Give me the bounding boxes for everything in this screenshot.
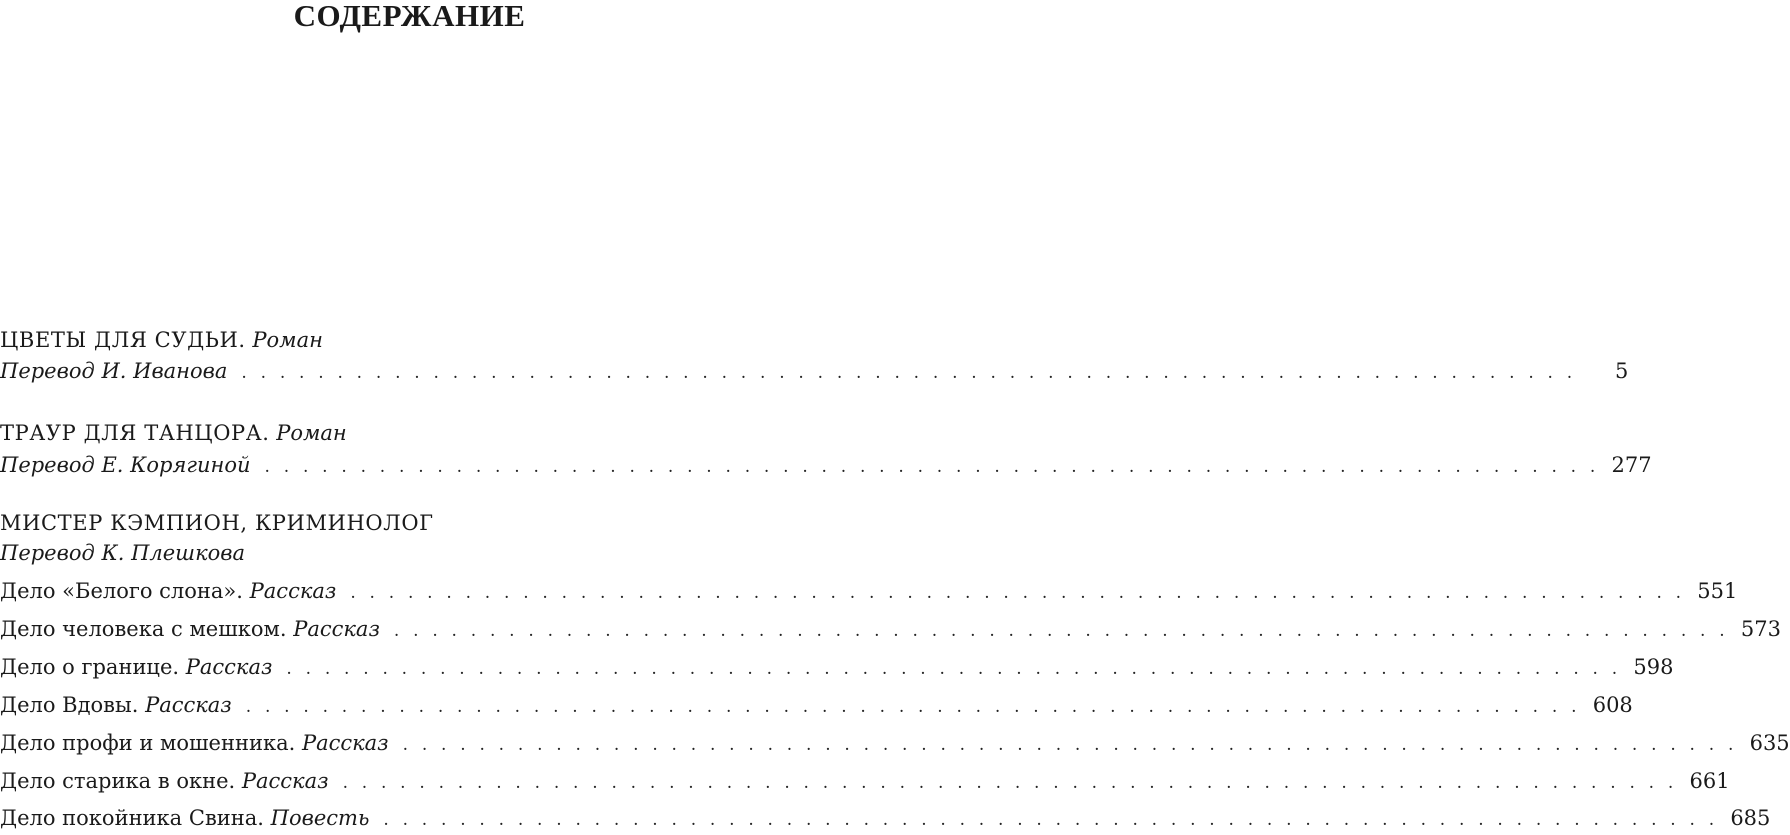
page-number: 598 <box>1633 655 1674 679</box>
dot-leader: . . . . . . . . . . . . . . . . . . . . . . . . . . . . . . . . . . . . . . . . . . . . . . . . . . . . . . . . . . . . . . . . . . . . . . <box>245 697 1581 717</box>
toc-entry[interactable] <box>0 803 1771 833</box>
toc-translator-line <box>0 538 819 568</box>
dot-leader: . . . . . . . . . . . . . . . . . . . . . . . . . . . . . . . . . . . . . . . . . . . . . . . . . . . . . . . . . . . . . . . . . . . . . . <box>286 659 1622 679</box>
page-title: СОДЕРЖАНИЕ <box>293 0 526 33</box>
dot-leader: . . . . . . . . . . . . . . . . . . . . . . . . . . . . . . . . . . . . . . . . . . . . . . . . . . . . . . . . . . . . . . . . . . . . . . <box>241 363 1577 383</box>
toc-section-title <box>0 325 819 355</box>
dot-leader: . . . . . . . . . . . . . . . . . . . . . . . . . . . . . . . . . . . . . . . . . . . . . . . . . . . . . . . . . . . . . . . . . . . . . . <box>264 457 1600 477</box>
toc-entry[interactable] <box>0 728 1790 758</box>
dot-leader: . . . . . . . . . . . . . . . . . . . . . . . . . . . . . . . . . . . . . . . . . . . . . . . . . . . . . . . . . . . . . . . . . . . . . . <box>393 621 1729 641</box>
toc-entry[interactable] <box>0 766 1730 796</box>
section-genre: Роман <box>276 421 347 445</box>
toc-entry[interactable] <box>0 614 1781 644</box>
toc-entry[interactable] <box>0 356 1629 386</box>
page-number: 635 <box>1749 731 1790 755</box>
section-title: ТРАУР ДЛЯ ТАНЦОРА. <box>0 421 270 445</box>
translator-credit: Перевод К. Плешкова <box>0 541 245 565</box>
entry-title: Дело человека с мешком. <box>0 617 287 641</box>
dot-leader: . . . . . . . . . . . . . . . . . . . . . . . . . . . . . . . . . . . . . . . . . . . . . . . . . . . . . . . . . . . . . . . . . . . . . . <box>402 735 1738 755</box>
page-number: 661 <box>1689 769 1730 793</box>
dot-leader: . . . . . . . . . . . . . . . . . . . . . . . . . . . . . . . . . . . . . . . . . . . . . . . . . . . . . . . . . . . . . . . . . . . . . . <box>342 773 1678 793</box>
entry-title: Дело Вдовы. <box>0 693 139 717</box>
entry-title: Дело «Белого слона». <box>0 579 243 603</box>
toc-section-title <box>0 508 819 538</box>
entry-title: Дело о границе. <box>0 655 180 679</box>
page-number: 685 <box>1730 806 1771 830</box>
translator-credit: Перевод И. Иванова <box>0 359 228 383</box>
toc-section-title <box>0 418 819 448</box>
toc-entry[interactable] <box>0 690 1633 720</box>
page-number: 608 <box>1592 693 1633 717</box>
toc-entry[interactable] <box>0 576 1738 606</box>
entry-genre: Рассказ <box>185 655 273 679</box>
section-genre: Роман <box>252 328 323 352</box>
section-title: ЦВЕТЫ ДЛЯ СУДЬИ. <box>0 328 246 352</box>
entry-genre: Рассказ <box>249 579 337 603</box>
toc-entry[interactable] <box>0 450 1652 480</box>
dot-leader: . . . . . . . . . . . . . . . . . . . . . . . . . . . . . . . . . . . . . . . . . . . . . . . . . . . . . . . . . . . . . . . . . . . . . . <box>383 810 1719 830</box>
toc-entry[interactable] <box>0 652 1674 682</box>
page-number: 5 <box>1614 359 1629 383</box>
entry-title: Дело профи и мошенника. <box>0 731 296 755</box>
entry-genre: Рассказ <box>145 693 232 717</box>
entry-title: Дело старика в окне. <box>0 769 236 793</box>
page-number: 277 <box>1611 453 1652 477</box>
entry-genre: Рассказ <box>241 769 329 793</box>
page-number: 551 <box>1697 579 1738 603</box>
entry-genre: Повесть <box>270 806 370 830</box>
entry-genre: Рассказ <box>301 731 389 755</box>
translator-credit: Перевод Е. Корягиной <box>0 453 251 477</box>
section-title: МИСТЕР КЭМПИОН, КРИМИНОЛОГ <box>0 511 434 535</box>
entry-genre: Рассказ <box>293 617 380 641</box>
page-number: 573 <box>1740 617 1781 641</box>
dot-leader: . . . . . . . . . . . . . . . . . . . . . . . . . . . . . . . . . . . . . . . . . . . . . . . . . . . . . . . . . . . . . . . . . . . . . . <box>350 583 1686 603</box>
entry-title: Дело покойника Свина. <box>0 806 264 830</box>
